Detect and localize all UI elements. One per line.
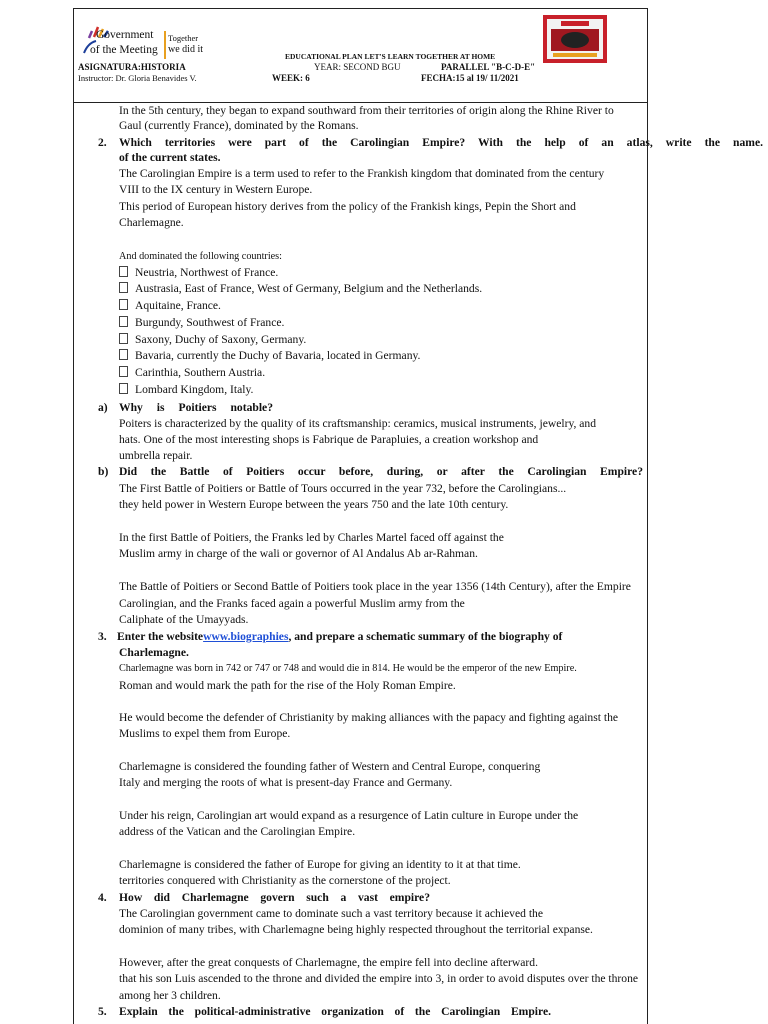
question-3-text: Charlemagne.	[119, 646, 189, 659]
answer-line: Roman and would mark the path for the rise of the Holy Roman Empire.	[119, 679, 456, 692]
parallel-label: PARALLEL "B-C-D-E"	[441, 62, 536, 72]
checkbox-icon	[119, 349, 128, 360]
question-label: a)	[98, 401, 108, 414]
checkbox-icon	[119, 299, 128, 310]
question-number: 3.	[98, 630, 107, 643]
answer-line: The First Battle of Poitiers or Battle of Tours occurred in the year 732, before the Carolingians...	[119, 482, 567, 495]
question-number: 4.	[98, 891, 107, 904]
list-item: Austrasia, East of France, West of Germany, Belgium and the Netherlands.	[119, 282, 482, 296]
answer-line: He would become the defender of Christianity by making alliances with the papacy and fighting against the	[119, 711, 619, 724]
gov-name-line1: Government	[96, 29, 154, 41]
answer-line: However, after the great conquests of Charlemagne, the empire fell into decline afterward.	[119, 956, 538, 969]
answer-line: address of the Vatican and the Carolingian Empire.	[119, 825, 356, 838]
list-item: Carinthia, Southern Austria.	[119, 366, 265, 380]
year-label: YEAR: SECOND BGU	[314, 62, 401, 72]
answer-line: Charlemagne was born in 742 or 747 or 748 and would die in 814. He would be the emperor of the new Empire.	[119, 663, 577, 674]
answer-line: umbrella repair.	[119, 449, 193, 462]
answer-line: Charlemagne is considered the founding father of Western and Central Europe, conquering	[119, 760, 541, 773]
answer-line: Under his reign, Carolingian art would expand as a resurgence of Latin culture in Europe under the	[119, 809, 579, 822]
answer-line: Italy and merging the roots of what is present-day France and Germany.	[119, 776, 453, 789]
question-3-text: Enter the websitewww.biographies, and prepare a schematic summary of the biography of	[117, 630, 563, 643]
list-item: Saxony, Duchy of Saxony, Germany.	[119, 333, 306, 347]
answer-line: Poiters is characterized by the quality of its craftsmanship: ceramics, musical instruments, jewelry, and	[119, 417, 597, 430]
answer-line: The Battle of Poitiers or Second Battle of Poitiers took place in the year 1356 (14th Century), after the Empire	[119, 580, 631, 593]
checkbox-icon	[119, 333, 128, 344]
answer-line: among her 3 children.	[119, 989, 221, 1002]
answer-line: Caliphate of the Umayyads.	[119, 613, 249, 626]
answer-line: The Carolingian Empire is a term used to refer to the Frankish kingdom that dominated from the century	[119, 167, 605, 180]
list-item: Burgundy, Southwest of France.	[119, 316, 284, 330]
question-number: 5.	[98, 1005, 107, 1018]
plan-title: EDUCATIONAL PLAN LET'S LEARN TOGETHER AT HOME	[285, 52, 496, 61]
question-label: b)	[98, 465, 109, 478]
checkbox-icon	[119, 266, 128, 277]
checkbox-icon	[119, 316, 128, 327]
list-item: Bavaria, currently the Duchy of Bavaria, located in Germany.	[119, 349, 420, 363]
answer-line: Muslims to expel them from Europe.	[119, 727, 291, 740]
answer-line: The Carolingian government came to dominate such a vast territory because it achieved the	[119, 907, 543, 920]
checkbox-icon	[119, 383, 128, 394]
list-item: Neustria, Northwest of France.	[119, 266, 278, 280]
question-a-text: Why is Poitiers notable?	[119, 401, 273, 414]
answer-line: Charlemagne is considered the father of Europe for giving an identity to it at that time.	[119, 858, 521, 871]
answer-line: VIII to the IX century in Western Europe.	[119, 183, 313, 196]
answer-line: territories conquered with Christianity as the cornerstone of the project.	[119, 874, 451, 887]
question-b-text: Did the Battle of Poitiers occur before, during, or after the Carolingian Empire?	[119, 465, 643, 478]
gov-tagline-line1: Together	[168, 33, 199, 43]
countries-intro: And dominated the following countries:	[119, 251, 282, 262]
week-label: WEEK: 6	[272, 73, 310, 83]
answer-line: Muslim army in charge of the wali or governor of Al Andalus Ab ar-Rahman.	[119, 547, 478, 560]
answer-line: This period of European history derives from the policy of the Frankish kings, Pepin the Short and	[119, 200, 576, 213]
answer-line: Charlemagne.	[119, 216, 184, 229]
instructor-label: Instructor: Dr. Gloria Benavides V.	[78, 73, 197, 83]
answer-line: they held power in Western Europe between the years 750 and the late 10th century.	[119, 498, 509, 511]
question-5-text: Explain the political-administrative organization of the Carolingian Empire.	[119, 1005, 551, 1018]
gov-tagline-line2: we did it	[168, 44, 203, 55]
question-4-text: How did Charlemagne govern such a vast empire?	[119, 891, 430, 904]
biographies-link[interactable]: www.biographies	[203, 630, 289, 643]
question-number: 2.	[98, 136, 107, 149]
intro-line: Gaul (currently France), dominated by the Romans.	[119, 119, 359, 132]
subject-label: ASIGNATURA:HISTORIA	[78, 62, 186, 72]
intro-line: In the 5th century, they began to expand southward from their territories of origin along the Rhine River to	[119, 104, 614, 117]
answer-line: Carolingian, and the Franks faced again a powerful Muslim army from the	[119, 597, 465, 610]
list-item: Lombard Kingdom, Italy.	[119, 383, 253, 397]
date-label: FECHA:15 al 19/ 11/2021	[421, 73, 519, 83]
list-item: Aquitaine, France.	[119, 299, 221, 313]
answer-line: that his son Luis ascended to the throne and divided the empire into 3, in order to avoid disputes over the throne	[119, 972, 639, 985]
answer-line: hats. One of the most interesting shops is Fabrique de Parapluies, a creation workshop and	[119, 433, 539, 446]
checkbox-icon	[119, 282, 128, 293]
checkbox-icon	[119, 366, 128, 377]
answer-line: dominion of many tribes, with Charlemagne being highly respected throughout the territorial expanse.	[119, 923, 593, 936]
question-2-text: Which territories were part of the Carolingian Empire? With the help of an atlas, write the name.	[119, 136, 763, 149]
answer-line: In the first Battle of Poitiers, the Franks led by Charles Martel faced off against the	[119, 531, 504, 544]
question-2-text: of the current states.	[119, 151, 221, 164]
gov-name-line2: of the Meeting	[90, 44, 158, 56]
